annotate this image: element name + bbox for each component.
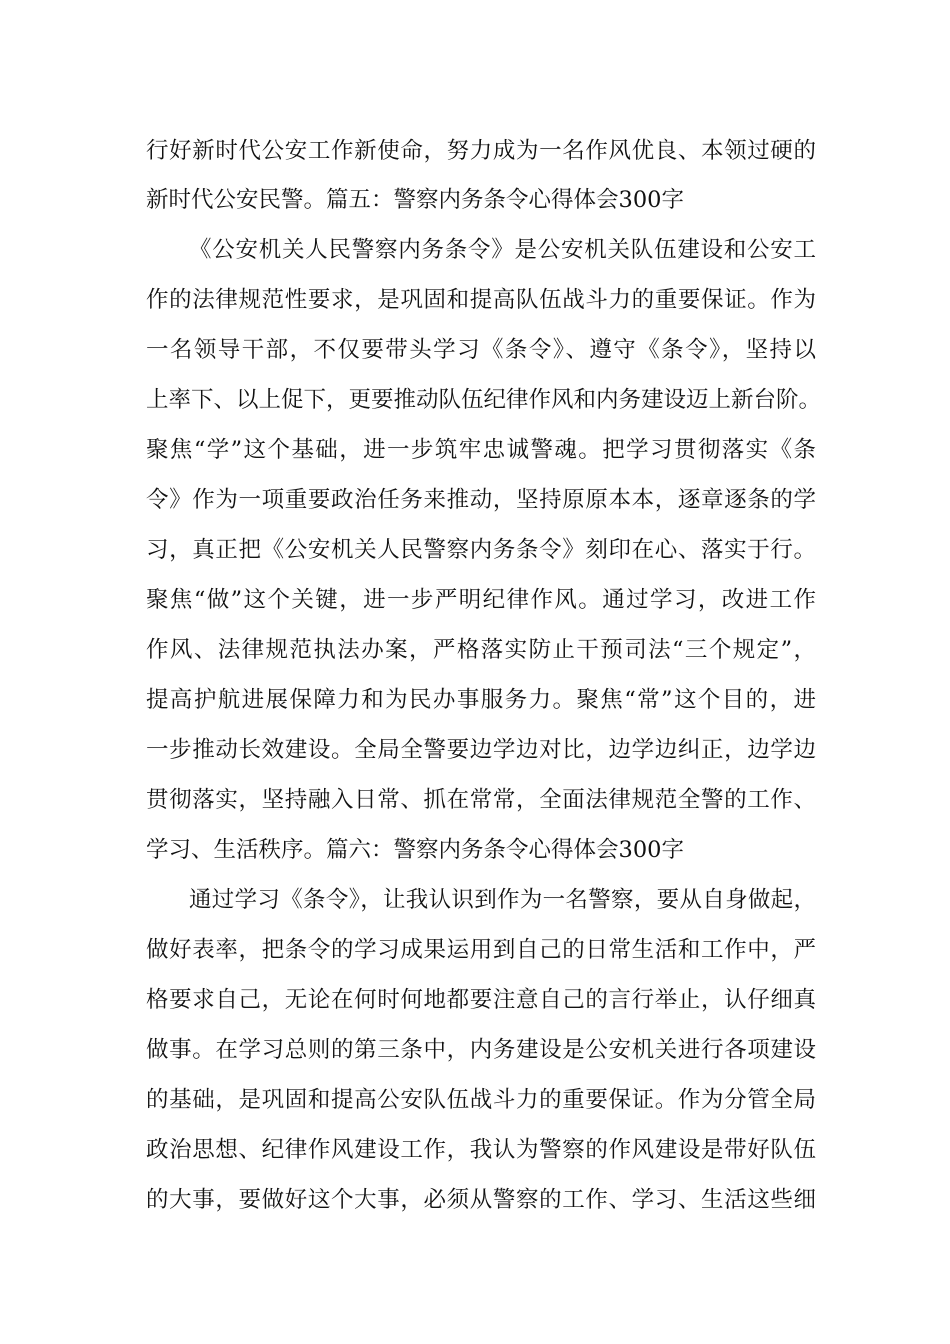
text-line: 新时代公安民警。篇五：警察内务条令心得体会300字 xyxy=(146,187,684,213)
text-line: 提高护航进展保障力和为民办事服务力。聚焦“常”这个目的，进 xyxy=(146,687,816,713)
text-line: 格要求自己，无论在何时何地都要注意自己的言行举止，认仔细真 xyxy=(146,987,816,1013)
text-line: 聚焦“做”这个关键，进一步严明纪律作风。通过学习，改进工作 xyxy=(146,587,816,613)
text-line: 做事。在学习总则的第三条中，内务建设是公安机关进行各项建设 xyxy=(146,1037,816,1063)
text-line: 上率下、以上促下，更要推动队伍纪律作风和内务建设迈上新台阶。 xyxy=(146,387,822,413)
text-line: 的基础，是巩固和提高公安队伍战斗力的重要保证。作为分管全局 xyxy=(146,1087,816,1113)
paragraph-first-line: 通过学习《条令》，让我认识到作为一名警察，要从自身做起， xyxy=(189,887,816,913)
paragraph-first-line: 《公安机关人民警察内务条令》是公安机关队伍建设和公安工 xyxy=(189,237,816,263)
text-line: 行好新时代公安工作新使命，努力成为一名作风优良、本领过硬的 xyxy=(146,138,816,164)
text-line: 的大事，要做好这个大事，必须从警察的工作、学习、生活这些细 xyxy=(146,1187,816,1213)
text-line: 作的法律规范性要求，是巩固和提高队伍战斗力的重要保证。作为 xyxy=(146,287,816,313)
text-line: 一步推动长效建设。全局全警要边学边对比，边学边纠正，边学边 xyxy=(146,737,816,763)
text-line: 一名领导干部，不仅要带头学习《条令》、遵守《条令》，坚持以 xyxy=(146,337,816,363)
text-line: 聚焦“学”这个基础，进一步筑牢忠诚警魂。把学习贯彻落实《条 xyxy=(146,437,816,463)
text-line: 做好表率，把条令的学习成果运用到自己的日常生活和工作中，严 xyxy=(146,937,816,963)
text-line: 习，真正把《公安机关人民警察内务条令》刻印在心、落实于行。 xyxy=(146,537,816,563)
text-line: 政治思想、纪律作风建设工作，我认为警察的作风建设是带好队伍 xyxy=(146,1137,816,1163)
text-line: 作风、法律规范执法办案，严格落实防止干预司法“三个规定”， xyxy=(146,637,816,663)
text-line: 贯彻落实，坚持融入日常、抓在常常，全面法律规范全警的工作、 xyxy=(146,787,816,813)
text-line: 学习、生活秩序。篇六：警察内务条令心得体会300字 xyxy=(146,837,684,863)
text-line: 令》作为一项重要政治任务来推动，坚持原原本本，逐章逐条的学 xyxy=(146,487,816,513)
